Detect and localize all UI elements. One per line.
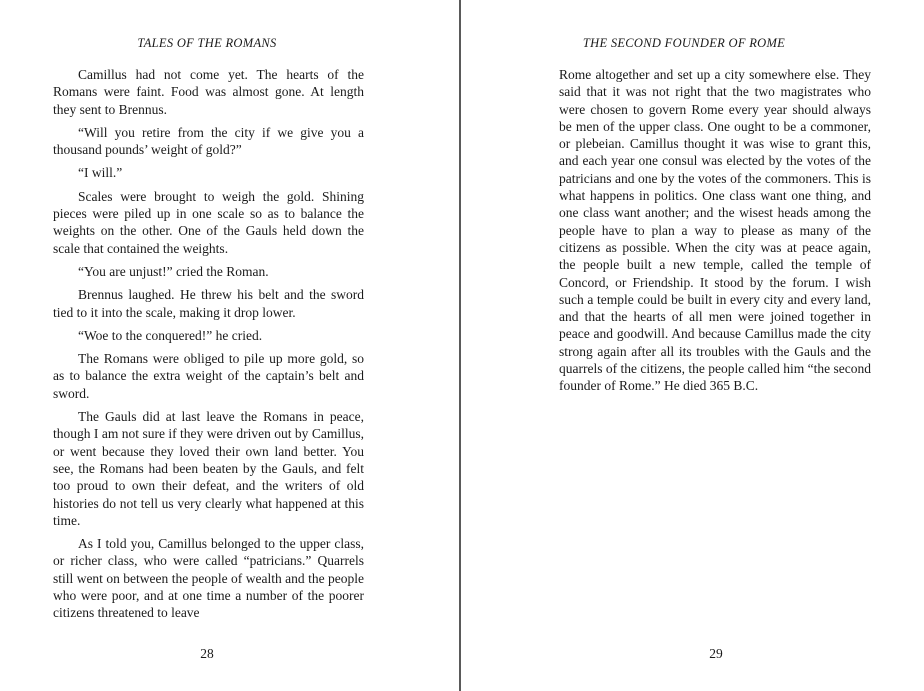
body-text bbox=[53, 66, 364, 628]
paragraph: “I will.” bbox=[78, 165, 123, 181]
page-number: 28 bbox=[200, 646, 214, 661]
running-head: THE SECOND FOUNDER OF ROME bbox=[582, 36, 786, 50]
paragraph: “Will you retire from the city if we give you a thousand pounds’ weight of gold?” bbox=[53, 124, 364, 158]
page-number: 29 bbox=[709, 646, 723, 661]
paragraph: As I told you, Camillus belonged to the upper class, or richer class, who were called “patricians.” Quarrels still went on between the people of wealth and the people who were poor, and at one time a number of the poorer citizens threatened to leave bbox=[53, 536, 364, 621]
page-gutter-divider bbox=[459, 0, 461, 691]
running-head: TALES OF THE ROMANS bbox=[137, 36, 277, 50]
paragraph: The Romans were obliged to pile up more gold, so as to balance the extra weight of the captain’s belt and sword. bbox=[53, 351, 364, 401]
paragraph: Rome altogether and set up a city somewhere else. They said that it was not right that the two magistrates who were chosen to govern Rome every year should always be men of the upper class. One ought to be a commoner, or plebeian. Camillus thought it was wise to grant this, and each year one consul was elected by the votes of the patricians and one by the votes of the commoners. This is what happens in politics. One class want one thing, and one class want another; and the wisest heads among the people have to plan a way to please as many of the citizens as possible. When the city was at peace again, the people built a new temple, called the temple of Concord, or Friendship. It stood by the forum. I wish such a temple could be built in every city and every land, and that the hearts of all men were joined together in peace and goodwill. And because Camillus made the city strong again after all its troubles with the Gauls and the quarrels of the citizens, the people called him “the second founder of Rome.” He died 365 B.C. bbox=[559, 67, 871, 394]
paragraph: Brennus laughed. He threw his belt and the sword tied to it into the scale, making it drop lower. bbox=[53, 287, 364, 320]
paragraph: The Gauls did at last leave the Romans in peace, though I am not sure if they were driven out by Camillus, or went because they loved their own land better. You see, the Romans had been beaten by the Gauls, and felt too proud to own their defeat, and the writers of old histories do not tell us very clearly what happened at this time. bbox=[53, 409, 364, 528]
paragraph: “Woe to the conquered!” he cried. bbox=[78, 327, 263, 343]
right-page bbox=[462, 0, 924, 691]
left-page bbox=[0, 0, 460, 691]
paragraph: “You are unjust!” cried the Roman. bbox=[78, 263, 269, 279]
paragraph: Scales were brought to weigh the gold. Shining pieces were piled up in one scale so as to balance the weights on the other. One of the Gauls held down the scale that contained the weights. bbox=[53, 188, 364, 256]
paragraph: Camillus had not come yet. The hearts of the Romans were faint. Food was almost gone. At length they sent to Brennus. bbox=[53, 67, 364, 117]
body-text bbox=[559, 66, 871, 401]
